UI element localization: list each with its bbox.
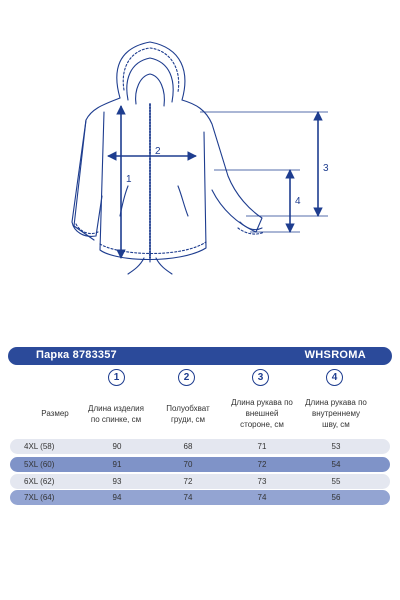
table-row: 6XL (62) 93 72 73 55 <box>10 474 390 489</box>
header-outer-sleeve: Длина рукава по внешней стороне, см <box>231 398 293 429</box>
measure-1-badge: 1 <box>108 369 125 386</box>
product-title: Парка 8783357 <box>36 349 117 361</box>
measure-3-badge: 3 <box>252 369 269 386</box>
table-row: 7XL (64) 94 74 74 56 <box>10 490 390 505</box>
measure-2-badge: 2 <box>178 369 195 386</box>
header-back-length: Длина изделия по спинке, см <box>88 404 144 424</box>
measure-4-label: 4 <box>295 196 301 207</box>
table-header-bar <box>8 347 392 365</box>
measure-1-label: 1 <box>126 174 132 185</box>
header-inner-sleeve: Длина рукава по внутреннему шву, см <box>305 398 367 429</box>
measure-2-label: 2 <box>155 146 161 157</box>
header-half-chest: Полуобхват груди, см <box>166 404 210 424</box>
measure-4-badge: 4 <box>326 369 343 386</box>
measure-3-label: 3 <box>323 163 329 174</box>
header-size: Размер <box>41 409 69 418</box>
jacket-outline <box>72 42 264 274</box>
guide-lines <box>200 112 328 232</box>
table-row: 4XL (58) 90 68 71 53 <box>10 439 390 454</box>
brand-name: WHSROMA <box>304 349 366 361</box>
table-row: 5XL (60) 91 70 72 54 <box>10 457 390 472</box>
